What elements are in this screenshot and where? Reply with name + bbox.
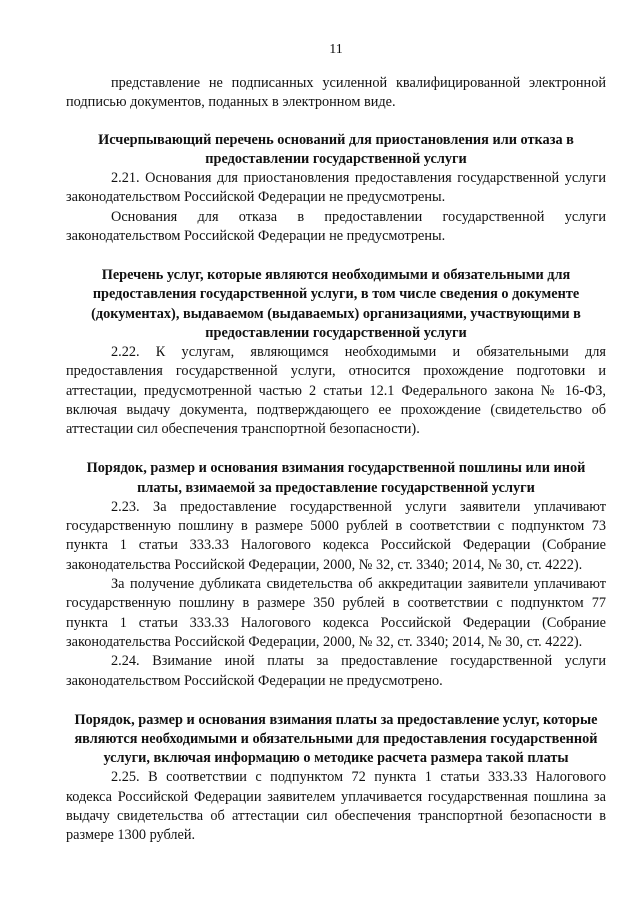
- intro-paragraph: представление не подписанных усиленной квалифицированной электронной подписью документов, поданных в электронном виде.: [66, 75, 606, 111]
- paragraph-2-25: 2.25. В соответствии с подпунктом 72 пункта 1 статьи 333.33 Налогового кодекса Российской Федерации заявителем уплачивается государственная пошлина за выдачу свидетельства об аттестации сил обеспечения транспортной безопасности в размере 1300 рублей.: [66, 769, 606, 844]
- paragraph-2-23: 2.23. За предоставление государственной услуги заявители уплачивают государственную пошлину в размере 5000 рублей в соответствии с подпунктом 73 пункта 1 статьи 333.33 Налогового кодекса Российской Федерации (Собрание законодательства Российской Федерации, 2000, № 32, ст. 3340; 2014, № 30, ст. 4222).: [66, 498, 606, 573]
- paragraph-2-24: 2.24. Взимание иной платы за предоставление государственной услуги законодательством Российской Федерации не предусмотрено.: [66, 653, 606, 689]
- page-number: 11: [329, 42, 343, 57]
- section-heading-service-fee: Порядок, размер и основания взимания платы за предоставление услуг, которые являются необходимыми и обязательными для предоставления государственной услуги, включая информацию о методике расчета размера такой платы: [74, 711, 598, 767]
- paragraph-duplicate-fee: За получение дубликата свидетельства об аккредитации заявители уплачивают государственную пошлину в размере 350 рублей в соответствии с подпунктом 77 пункта 1 статьи 333.33 Налогового кодекса Российской Федерации (Собрание законодательства Российской Федерации, 2000, № 32, ст. 3340; 2014, № 30, ст. 4222).: [66, 576, 606, 650]
- paragraph-2-21: 2.21. Основания для приостановления предоставления государственной услуги законодательством Российской Федерации не предусмотрены.: [66, 170, 606, 206]
- section-heading-grounds-refusal: Исчерпывающий перечень оснований для приостановления или отказа в предоставлении государственной услуги: [98, 131, 574, 167]
- paragraph-2-22: 2.22. К услугам, являющимся необходимыми и обязательными для предоставления государственной услуги, относится прохождение подготовки и аттестации, предусмотренной частью 2 статьи 12.1 Федерального закона № 16-ФЗ, включая выдачу документа, подтверждающего ее прохождение (свидетельство об аттестации сил обеспечения транспортной безопасности).: [66, 344, 606, 438]
- paragraph-refusal-grounds: Основания для отказа в предоставлении государственной услуги законодательством Российской Федерации не предусмотрены.: [66, 208, 606, 244]
- section-heading-state-fee: Порядок, размер и основания взимания государственной пошлины или иной платы, взимаемой за предоставление государственной услуги: [86, 460, 586, 496]
- section-heading-required-services: Перечень услуг, которые являются необходимыми и обязательными для предоставления государственной услуги, в том числе сведения о документе (документах), выдаваемом (выдаваемых) организациями, участвующими в предоставлении государственной услуги: [91, 267, 581, 341]
